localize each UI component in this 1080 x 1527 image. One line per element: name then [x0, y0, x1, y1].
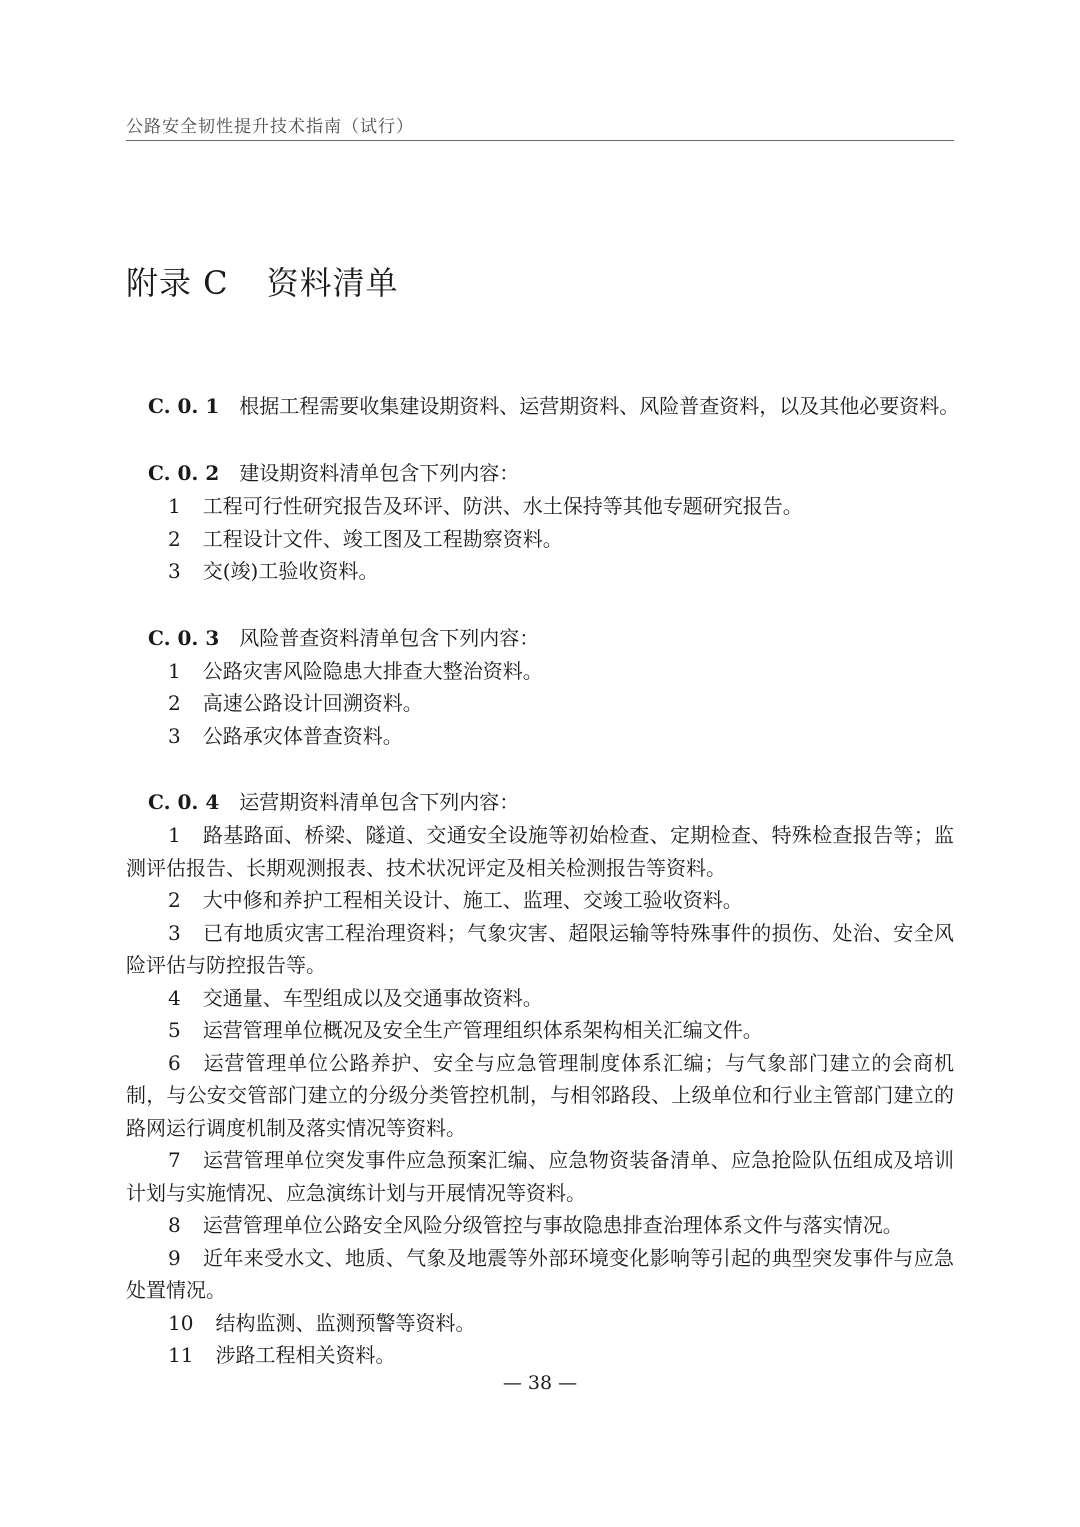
- clause-heading: [126, 786, 954, 819]
- item-text: 高速公路设计回溯资料。: [202, 691, 423, 715]
- list-item: [126, 655, 954, 688]
- list-item: [126, 1209, 954, 1242]
- list-item: [126, 1144, 954, 1209]
- item-number: 1: [168, 658, 181, 683]
- item-number: 7: [168, 1148, 181, 1172]
- list-item: [126, 1339, 954, 1372]
- item-number: 8: [168, 1213, 181, 1237]
- list-item: [126, 884, 954, 917]
- item-text: 运营管理单位公路安全风险分级管控与事故隐患排查治理体系文件与落实情况。: [202, 1213, 903, 1237]
- clause: [126, 457, 954, 588]
- appendix-title: [126, 258, 399, 304]
- item-number: 1: [168, 823, 181, 847]
- list-item: [126, 720, 954, 753]
- item-text: 路基路面、桥梁、隧道、交通安全设施等初始检查、定期检查、特殊检查报告等；监测评估报告、长期观测报表、技术状况评定及相关检测报告等资料。: [126, 823, 954, 880]
- list-item: [126, 982, 954, 1015]
- clause-number: C. 0. 3: [148, 625, 220, 650]
- clause: [126, 786, 954, 1372]
- item-number: 2: [168, 526, 181, 551]
- list-item: [126, 1307, 954, 1340]
- item-text: 公路灾害风险隐患大排查大整治资料。: [202, 658, 543, 683]
- list-item: [126, 819, 954, 884]
- appendix-name: 资料清单: [266, 264, 399, 302]
- list-item: [126, 523, 954, 556]
- clause: [126, 390, 960, 423]
- item-number: 3: [168, 920, 181, 945]
- clause-heading: [126, 457, 954, 490]
- item-text: 运营管理单位概况及安全生产管理组织体系架构相关汇编文件。: [202, 1018, 763, 1042]
- item-number: 6: [168, 1050, 181, 1075]
- clause-text: 根据工程需要收集建设期资料、运营期资料、风险普查资料，以及其他必要资料。: [239, 394, 960, 418]
- list-item: [126, 555, 954, 588]
- item-text: 工程设计文件、竣工图及工程勘察资料。: [202, 526, 563, 551]
- list-item: [126, 1242, 954, 1307]
- item-text: 涉路工程相关资料。: [215, 1343, 396, 1367]
- item-text: 运营管理单位突发事件应急预案汇编、应急物资装备清单、应急抢险队伍组成及培训计划与实施情况、应急演练计划与开展情况等资料。: [126, 1148, 954, 1205]
- appendix-code: 附录 C: [126, 264, 229, 302]
- clause-heading: [126, 622, 954, 655]
- item-text: 近年来受水文、地质、气象及地震等外部环境变化影响等引起的典型突发事件与应急处置情况。: [126, 1245, 954, 1302]
- list-item: [126, 1047, 954, 1145]
- item-number: 11: [168, 1343, 194, 1367]
- clause-number: C. 0. 2: [148, 461, 220, 485]
- item-number: 3: [168, 723, 181, 748]
- clause: [126, 622, 954, 753]
- item-text: 大中修和养护工程相关设计、施工、监理、交竣工验收资料。: [202, 888, 743, 912]
- item-text: 交通量、车型组成以及交通事故资料。: [202, 985, 543, 1010]
- item-number: 4: [168, 985, 181, 1010]
- list-item: [126, 917, 954, 982]
- clause-text: 运营期资料清单包含下列内容：: [239, 790, 520, 814]
- item-number: 2: [168, 691, 181, 715]
- list-item: [126, 1014, 954, 1047]
- header-divider: [126, 140, 954, 141]
- item-number: 3: [168, 559, 181, 583]
- item-number: 5: [168, 1018, 181, 1042]
- list-item: [126, 687, 954, 720]
- running-header: 公路安全韧性提升技术指南（试行）: [126, 117, 414, 137]
- item-text: 交(竣)工验收资料。: [202, 559, 379, 583]
- item-text: 已有地质灾害工程治理资料；气象灾害、超限运输等特殊事件的损伤、处治、安全风险评估与防控报告等。: [126, 920, 954, 977]
- item-text: 运营管理单位公路养护、安全与应急管理制度体系汇编；与气象部门建立的会商机制，与公安交管部门建立的分级分类管控机制，与相邻路段、上级单位和行业主管部门建立的路网运行调度机制及落实情况等资料。: [126, 1050, 954, 1140]
- item-number: 1: [168, 494, 181, 518]
- item-text: 工程可行性研究报告及环评、防洪、水土保持等其他专题研究报告。: [202, 494, 803, 518]
- item-text: 公路承灾体普查资料。: [202, 723, 403, 748]
- clause-number: C. 0. 4: [148, 790, 220, 814]
- item-number: 10: [168, 1310, 194, 1335]
- item-number: 9: [168, 1245, 181, 1270]
- clause-heading: [126, 390, 960, 423]
- list-item: [126, 490, 954, 523]
- clause-list: [126, 390, 960, 1406]
- item-text: 结构监测、监测预警等资料。: [215, 1310, 476, 1335]
- clause-number: C. 0. 1: [148, 394, 220, 418]
- clause-text: 建设期资料清单包含下列内容：: [239, 461, 520, 485]
- clause-text: 风险普查资料清单包含下列内容：: [239, 625, 540, 650]
- page-number: — 38 —: [502, 1372, 578, 1394]
- item-number: 2: [168, 888, 181, 912]
